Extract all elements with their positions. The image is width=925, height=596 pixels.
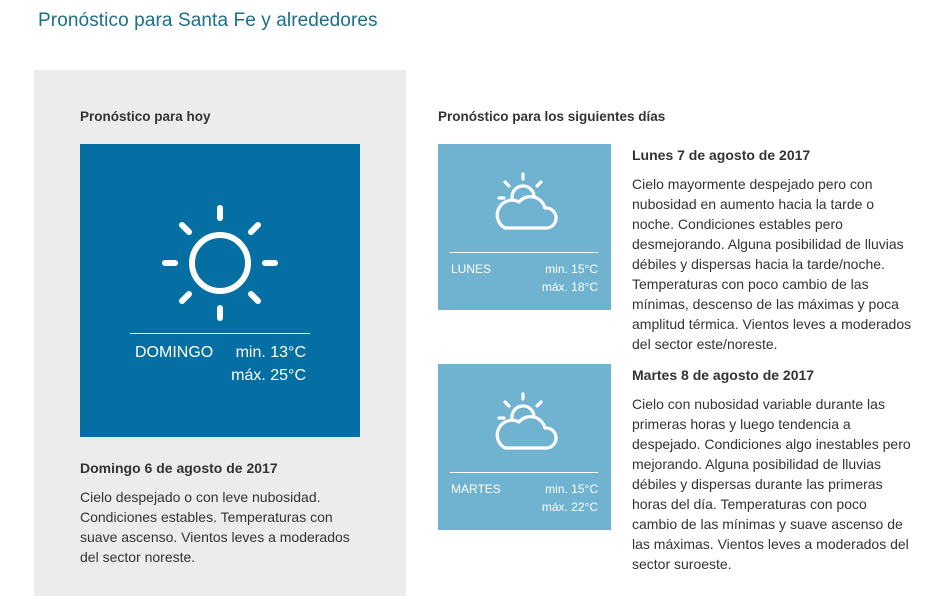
today-card-divider [130,333,310,334]
today-weather-card [80,144,360,437]
day-date-tuesday: Martes 8 de agosto de 2017 [632,367,815,383]
day-min-temp: min. 15°C [545,262,598,276]
day-description-tuesday: Cielo con nubosidad variable durante las primeras horas y luego tendencia a despejado. Condiciones algo inestables pero mejorando. Alguna posibilidad de lluvias débiles y dispersas durante las primeras horas del día. Temperaturas con poco cambio de las mínimas y suave ascenso de las máximas. Vientos leves a moderados del sector suroeste. [632,396,911,572]
partly-cloudy-icon [489,392,561,454]
today-date: Domingo 6 de agosto de 2017 [80,460,278,476]
day-label: MARTES [451,482,501,496]
today-day-label: DOMINGO [135,344,214,361]
partly-cloudy-icon [489,172,561,234]
day-description-monday: Cielo mayormente despejado pero con nubosidad en aumento hacia la tarde o noche. Condiciones estables pero desmejorando. Alguna posibilidad de lluvias débiles y dispersas hacia la tarde/noche. Temperaturas con poco cambio de las mínimas, descenso de las máximas y poca amplitud térmica. Vientos leves a moderados del sector este/noreste. [632,176,912,352]
sun-icon [155,198,285,328]
day-card-monday [438,144,611,310]
today-max-temp: máx. 25°C [231,367,306,384]
day-card-divider [450,472,598,473]
today-description: Cielo despejado o con leve nubosidad. Condiciones estables. Temperaturas con suave ascenso. Vientos leves a moderados del sector noreste. [80,489,350,565]
today-forecast-panel [34,70,406,596]
day-min-temp: min. 15°C [545,482,598,496]
day-label: LUNES [451,262,492,276]
day-card-tuesday [438,364,611,530]
next-days-heading: Pronóstico para los siguientes días [438,109,666,124]
day-card-divider [450,252,598,253]
day-date-monday: Lunes 7 de agosto de 2017 [632,147,811,163]
today-min-temp: min. 13°C [235,344,306,361]
day-max-temp: máx. 22°C [541,500,598,514]
day-max-temp: máx. 18°C [541,280,598,294]
today-heading: Pronóstico para hoy [80,109,211,124]
page-title: Pronóstico para Santa Fe y alrededores [38,10,378,31]
